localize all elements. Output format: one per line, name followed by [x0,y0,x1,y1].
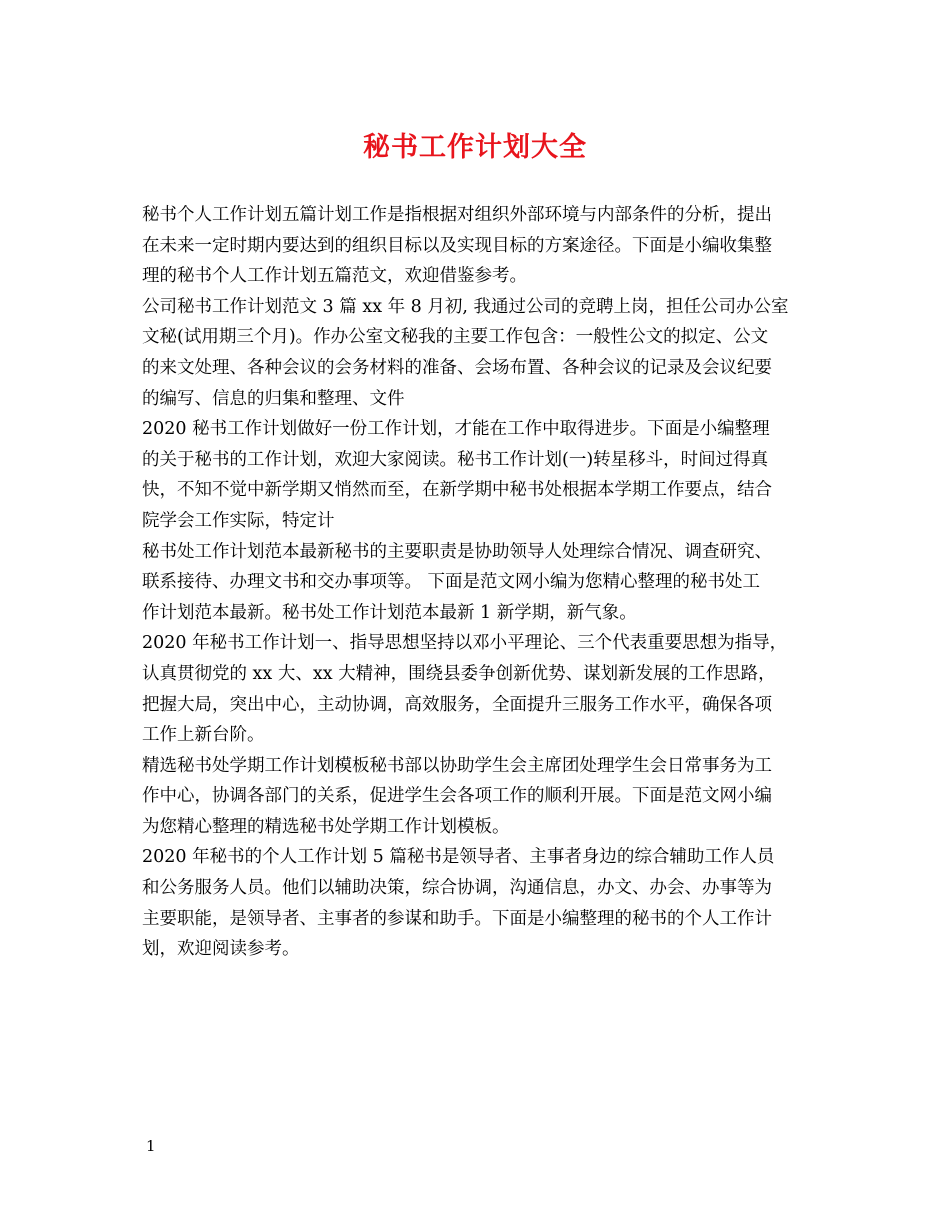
text-line: 和公务服务人员。他们以辅助决策，综合协调，沟通信息，办文、办会、办事等为 [142,878,772,899]
text-line: 工作上新台阶。 [142,725,265,746]
text-line: 的编写、信息的归集和整理、文件 [142,388,405,409]
text-line: 院学会工作实际，特定计 [142,510,335,531]
document-body [142,200,822,965]
text-line: 2020 年秘书工作计划一、指导思想坚持以邓小平理论、三个代表重要思想为指导， [142,633,788,654]
text-line: 作中心，协调各部门的关系，促进学生会各项工作的顺利开展。下面是范文网小编 [142,786,772,807]
text-line: 主要职能，是领导者、主事者的参谋和助手。下面是小编整理的秘书的个人工作计 [142,908,772,929]
text-line: 作计划范本最新。秘书处工作计划范本最新 1 新学期，新气象。 [142,602,637,623]
text-line: 把握大局，突出中心，主动协调，高效服务，全面提升三服务工作水平，确保各项 [142,694,772,715]
text-line: 精选秘书处学期工作计划模板秘书部以协助学生会主席团处理学生会日常事务为工 [142,755,772,776]
text-line: 联系接待、办理文书和交办事项等。 下面是范文网小编为您精心整理的秘书处工 [142,572,761,593]
document-title: 秘书工作计划大全 [363,132,587,163]
text-line: 快，不知不觉中新学期又悄然而至，在新学期中秘书处根据本学期工作要点，结合 [142,480,772,501]
text-line: 秘书处工作计划范本最新秘书的主要职责是协助领导人处理综合情况、调查研究、 [142,541,772,562]
text-line: 秘书个人工作计划五篇计划工作是指根据对组织外部环境与内部条件的分析，提出 [142,205,772,225]
page-number: 1 [146,1137,156,1155]
text-line: 理的秘书个人工作计划五篇范文，欢迎借鉴参考。 [142,266,527,287]
text-line: 的关于秘书的工作计划，欢迎大家阅读。秘书工作计划(一)转星移斗，时间过得真 [142,449,769,470]
text-line: 为您精心整理的精选秘书处学期工作计划模板。 [142,816,510,837]
text-line: 2020 秘书工作计划做好一份工作计划，才能在工作中取得进步。下面是小编整理 [142,419,770,440]
text-line: 认真贯彻党的 xx 大、xx 大精神，围绕县委争创新优势、谋划新发展的工作思路， [142,663,776,684]
text-line: 在未来一定时期内要达到的组织目标以及实现目标的方案途径。下面是小编收集整 [142,235,772,256]
text-line: 文秘(试用期三个月)。作办公室文秘我的主要工作包含：一般性公文的拟定、公文 [142,327,769,348]
text-line: 的来文处理、各种会议的会务材料的准备、会场布置、各种会议的记录及会议纪要 [142,357,772,378]
text-line: 公司秘书工作计划范文 3 篇 xx 年 8 月初, 我通过公司的竞聘上岗，担任公司办公室 [142,296,789,317]
text-line: 划，欢迎阅读参考。 [142,939,300,960]
text-line: 2020 年秘书的个人工作计划 5 篇秘书是领导者、主事者身边的综合辅助工作人员 [142,847,775,868]
